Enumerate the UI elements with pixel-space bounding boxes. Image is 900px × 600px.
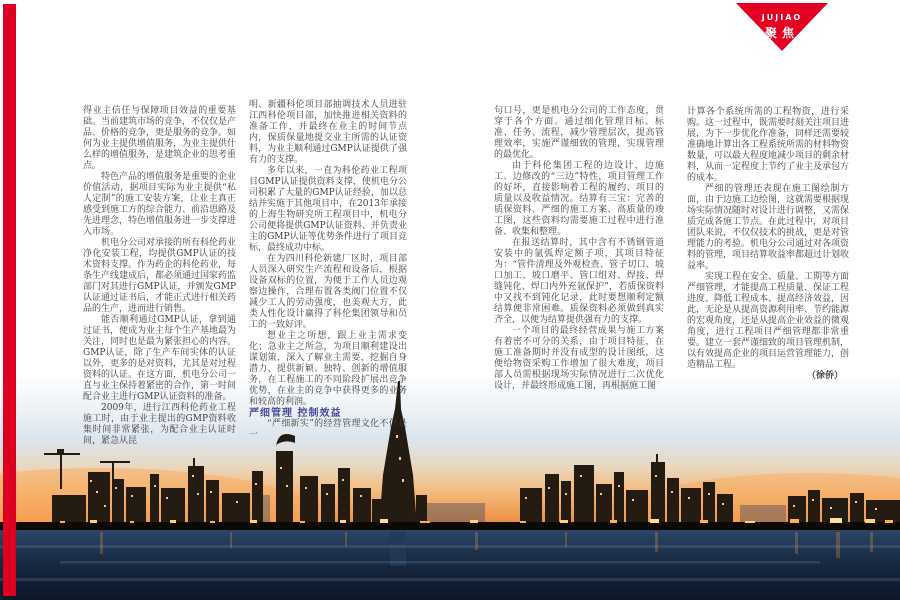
section-heading: 严细管理 控制效益 bbox=[249, 408, 342, 419]
paragraph: 由于科伦集团工程的边设计、边施工、边修改的“三边”特性，项目管理工作的好坏，直接影响着工程的履约、项目的质量以及收益情况。结算有三宝：完善的质保资料、严细的施工方案、高质量的竣工图，这些资料均需要施工过程中进行准备、收集和整理。 bbox=[494, 161, 664, 237]
left-red-strip bbox=[3, 4, 16, 596]
article-column-3 bbox=[494, 106, 664, 392]
paragraph: 特色产品的增值服务是重要的企业价值活动，据项目实际为业主提供“私人定制”的施工安装方案，让业主真正感受到施工方的综合能力、前沿思路及先进理念，特色增值服务进一步支撑进入市场。 bbox=[83, 172, 237, 237]
paragraph: 句口号，更是机电分公司的工作态度，贯穿于各个方面。通过细化管理目标、标准、任务、流程，减少管理层次，提高管理效率，实施严谨细致的管理，实现管理的最优化。 bbox=[494, 106, 664, 160]
paragraph: 机电分公司对承接的所有科伦药业净化安装工程，均提供GMP认证的技术资料支撑。作为药企的科伦药业，每条生产线建成后，都必须通过国家药监部门对其进行GMP认证，并颁发GMP认证通过证书后，才能正式进行相关药品的生产，进而进行销售。 bbox=[83, 238, 237, 314]
paragraph: 2009年，进行江西科伦药业工程施工时，由于业主提出的GMP资料收集时间非常紧张，为配合业主认证时间，紧急从昆 bbox=[83, 403, 236, 446]
paragraph: 想业主之所想，跟上业主需求变化；急业主之所急，为项目顺利建设出谋划策，深入了解业主需要，挖掘自身潜力，提供新颖、独特、创新的增值服务，在工程施工的不同阶段扩展出竞争优势，在业主的竞争中获得更多的业务和较高的利润。 bbox=[249, 331, 407, 407]
paragraph: 计算各个系统所需的工程物资，进行采购。这一过程中，既需要时刻关注项目进展，为下一步优化作准备，同样还需要较准确地计算出各工程系统所需的材料物资数量，可以最大程度地减少项目的剩余材料，从而一定程度上节约了业主及承包方的成本。 bbox=[687, 107, 850, 183]
article-column-4 bbox=[687, 107, 849, 382]
masthead bbox=[736, 3, 828, 53]
masthead-logo-cn: 聚焦 bbox=[764, 26, 799, 40]
article-column-2 bbox=[249, 100, 407, 441]
paragraph: 多年以来，一直为科伦药业工程项目GMP认证提供资料支撑，使机电分公司积累了大量的GMP认证经验，加以总结并实施于其他项目中，在2013年承接的上海生物研究所工程项目中，机电分公司便将提供GMP认证资料、并负责业主的GMP认证等优势条件进行了项目竞标，最终成功中标。 bbox=[249, 166, 407, 253]
paragraph: “严细新实”的经营管理文化不仅是一 bbox=[249, 419, 407, 440]
paragraph: 明、新疆科伦项目部抽调技术人员进驻江西科伦项目部，加快推进相关资料的准备工作，并最终在业主的时间节点内，保质保量地提交业主所需的认证资料，为业主顺利通过GMP认证提供了强有力的支撑。 bbox=[249, 100, 407, 165]
masthead-logo-latin: JUJIAO bbox=[761, 13, 803, 22]
paragraph: 严细的管理还表现在施工图绘制方面，由于边施工边绘图，这就需要根据现场实际情况随时对设计进行调整，又需保质完成各施工节点。在此过程中，对项目团队来说，不仅仅技术的挑战，更是对管理能力的考验。机电分公司通过对各项资料的管理，项目结算收益率都超过计划收益率。 bbox=[687, 184, 850, 271]
author-byline: （徐侨） bbox=[806, 371, 843, 381]
paragraph: 能否顺利通过GMP认证，拿到通过证书，便成为业主每个生产基地最为关注，同时也是最为紧张担心的内容。GMP认证，除了生产车间实体的认证以外，更多的是对资料，尤其是对过程资料的认证。在这方面，机电分公司一直与业主保持着紧密的合作，第一时间配合业主进行GMP认证资料的准备。 bbox=[83, 315, 237, 402]
paragraph: 在报送结算时，其中含有不锈钢管道安装中的氩弧焊定额子项，其项目特征为：“管件清理及外观检查、管子切口、坡口加工、坡口磨平、管口组对、焊接、焊缝钝化、焊口内外充氩保护”，若质保资料中又找不到钝化记录，此时要想顺利定额结算便非常困难。质保资料必须做到真实齐全，以便为结算提供强有力的支撑。 bbox=[494, 238, 664, 325]
paragraph: 得业主信任与保障项目效益的重要基础。当前建筑市场的竞争，不仅仅是产品、价格的竞争，更是服务的竞争。如何为业主提供增值服务，为业主提供什么样的增值服务，是建筑企业的思考重点。 bbox=[83, 106, 237, 171]
paragraph: 在为四川科伦新建厂区时，项目部人员深入研究生产流程和设备后，根据设备双标的位置，为便于工作人员边观察边操作，合理布置各类阀门位置不仅减少工人的劳动强度，也美观大方，此类人性化设计赢得了科伦集团领导和员工的一致好评。 bbox=[249, 254, 407, 330]
paragraph: 实现工程在安全、质量、工期等方面严细管理，才能提高工程质量、保证工程进度、降低工程成本、提高经济效益，因此，无论是从提高资源利用率、节约能源的宏观角度，还是从提高企业效益的微观角度，进行工程项目严细管理都非常重要。建立一套严谨细致的项目管理机制，以有效提高企业的项目运营管理能力，创造精品工程。 bbox=[687, 272, 850, 370]
water-surface bbox=[0, 530, 900, 600]
paragraph: 一个项目的最终经营成果与施工方案有着密不可分的关系，由于项目特征，在施工准备期时并没有成型的设计图纸，这便给物资采购工作增加了很大难度，项目部人员需根据现场实际情况进行二次优化设计，并最终形成施工图，再根据施工图 bbox=[494, 326, 664, 391]
article-column-1 bbox=[83, 106, 236, 447]
